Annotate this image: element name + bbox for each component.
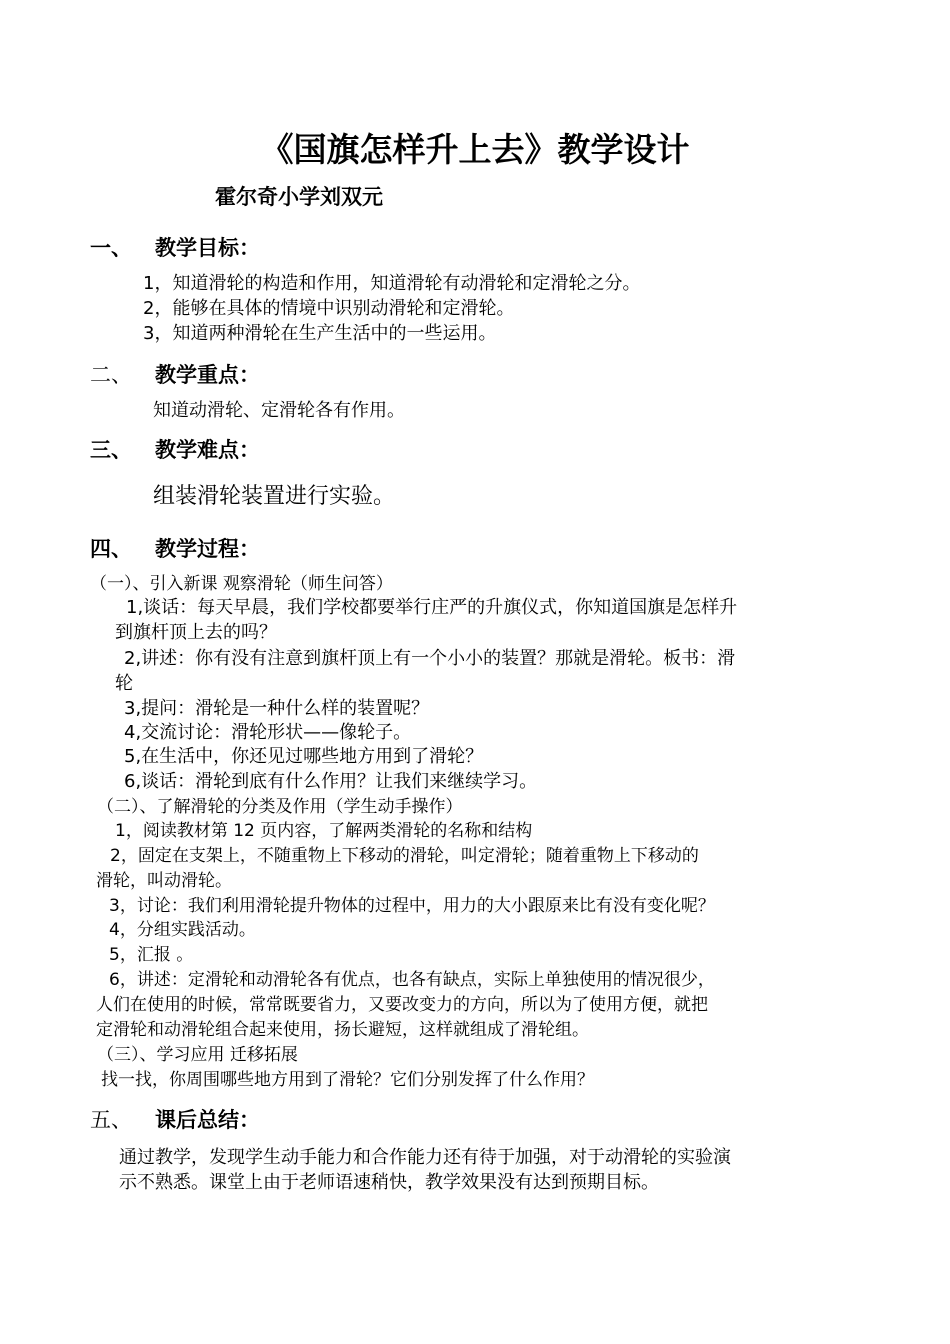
process-subheading: （二）、了解滑轮的分类及作用（学生动手操作）	[97, 797, 463, 817]
process-line: 轮	[115, 673, 133, 694]
section-1-item: 3，知道两种滑轮在生产生活中的一些运用。	[143, 323, 497, 344]
process-line: 1，阅读教材第 12 页内容，了解两类滑轮的名称和结构	[115, 821, 533, 841]
section-2-title: 教学重点：	[155, 363, 260, 387]
process-line: 2，固定在支架上，不随重物上下移动的滑轮，叫定滑轮；随着重物上下移动的	[110, 846, 699, 866]
page-title: 《国旗怎样升上去》教学设计	[260, 130, 690, 169]
summary-line: 示不熟悉。课堂上由于老师语速稍快，教学效果没有达到预期目标。	[119, 1172, 659, 1193]
section-3-number: 三、	[90, 438, 132, 462]
section-5-number: 五、	[90, 1108, 132, 1132]
section-4-title: 教学过程：	[155, 537, 260, 561]
process-line: 6，讲述：定滑轮和动滑轮各有优点，也各有缺点，实际上单独使用的情况很少，	[109, 970, 715, 990]
section-4-number: 四、	[90, 537, 132, 561]
process-line: 2,讲述：你有没有注意到旗杆顶上有一个小小的装置？那就是滑轮。板书：滑	[124, 648, 736, 669]
process-line: 滑轮，叫动滑轮。	[96, 871, 232, 891]
process-line: 3,提问：滑轮是一种什么样的装置呢？	[124, 698, 430, 719]
section-1-title: 教学目标：	[155, 236, 260, 260]
section-2-number: 二、	[90, 363, 132, 387]
process-line: 人们在使用的时候，常常既要省力，又要改变力的方向，所以为了使用方便，就把	[96, 995, 708, 1015]
process-line: 找一找，你周围哪些地方用到了滑轮？它们分别发挥了什么作用？	[101, 1070, 594, 1090]
section-1-item: 2，能够在具体的情境中识别动滑轮和定滑轮。	[143, 298, 515, 319]
process-subheading: （三）、学习应用 迁移拓展	[97, 1045, 298, 1065]
section-2-text: 知道动滑轮、定滑轮各有作用。	[153, 400, 405, 421]
process-line: 4，分组实践活动。	[109, 920, 256, 940]
process-line: 1,谈话：每天早晨，我们学校都要举行庄严的升旗仪式，你知道国旗是怎样升	[126, 597, 738, 618]
process-line: 定滑轮和动滑轮组合起来使用，扬长避短，这样就组成了滑轮组。	[96, 1020, 589, 1040]
section-3-text: 组装滑轮装置进行实验。	[153, 484, 396, 509]
section-3-title: 教学难点：	[155, 438, 260, 462]
process-line: 5，汇报 。	[109, 945, 194, 965]
process-subheading: （一）、引入新课 观察滑轮（师生问答）	[90, 574, 393, 594]
summary-line: 通过教学，发现学生动手能力和合作能力还有待于加强，对于动滑轮的实验演	[119, 1147, 731, 1168]
process-line: 3，讨论：我们利用滑轮提升物体的过程中，用力的大小跟原来比有没有变化呢？	[109, 896, 715, 916]
section-5-title: 课后总结：	[155, 1108, 260, 1132]
author: 霍尔奇小学刘双元	[215, 185, 383, 209]
process-line: 6,谈话：滑轮到底有什么作用？让我们来继续学习。	[124, 771, 538, 792]
section-1-number: 一、	[90, 236, 132, 260]
process-line: 到旗杆顶上去的吗？	[115, 622, 277, 643]
process-line: 4,交流讨论：滑轮形状——像轮子。	[124, 722, 412, 743]
process-line: 5,在生活中，你还见过哪些地方用到了滑轮？	[124, 746, 484, 767]
section-1-item: 1，知道滑轮的构造和作用，知道滑轮有动滑轮和定滑轮之分。	[143, 273, 641, 294]
